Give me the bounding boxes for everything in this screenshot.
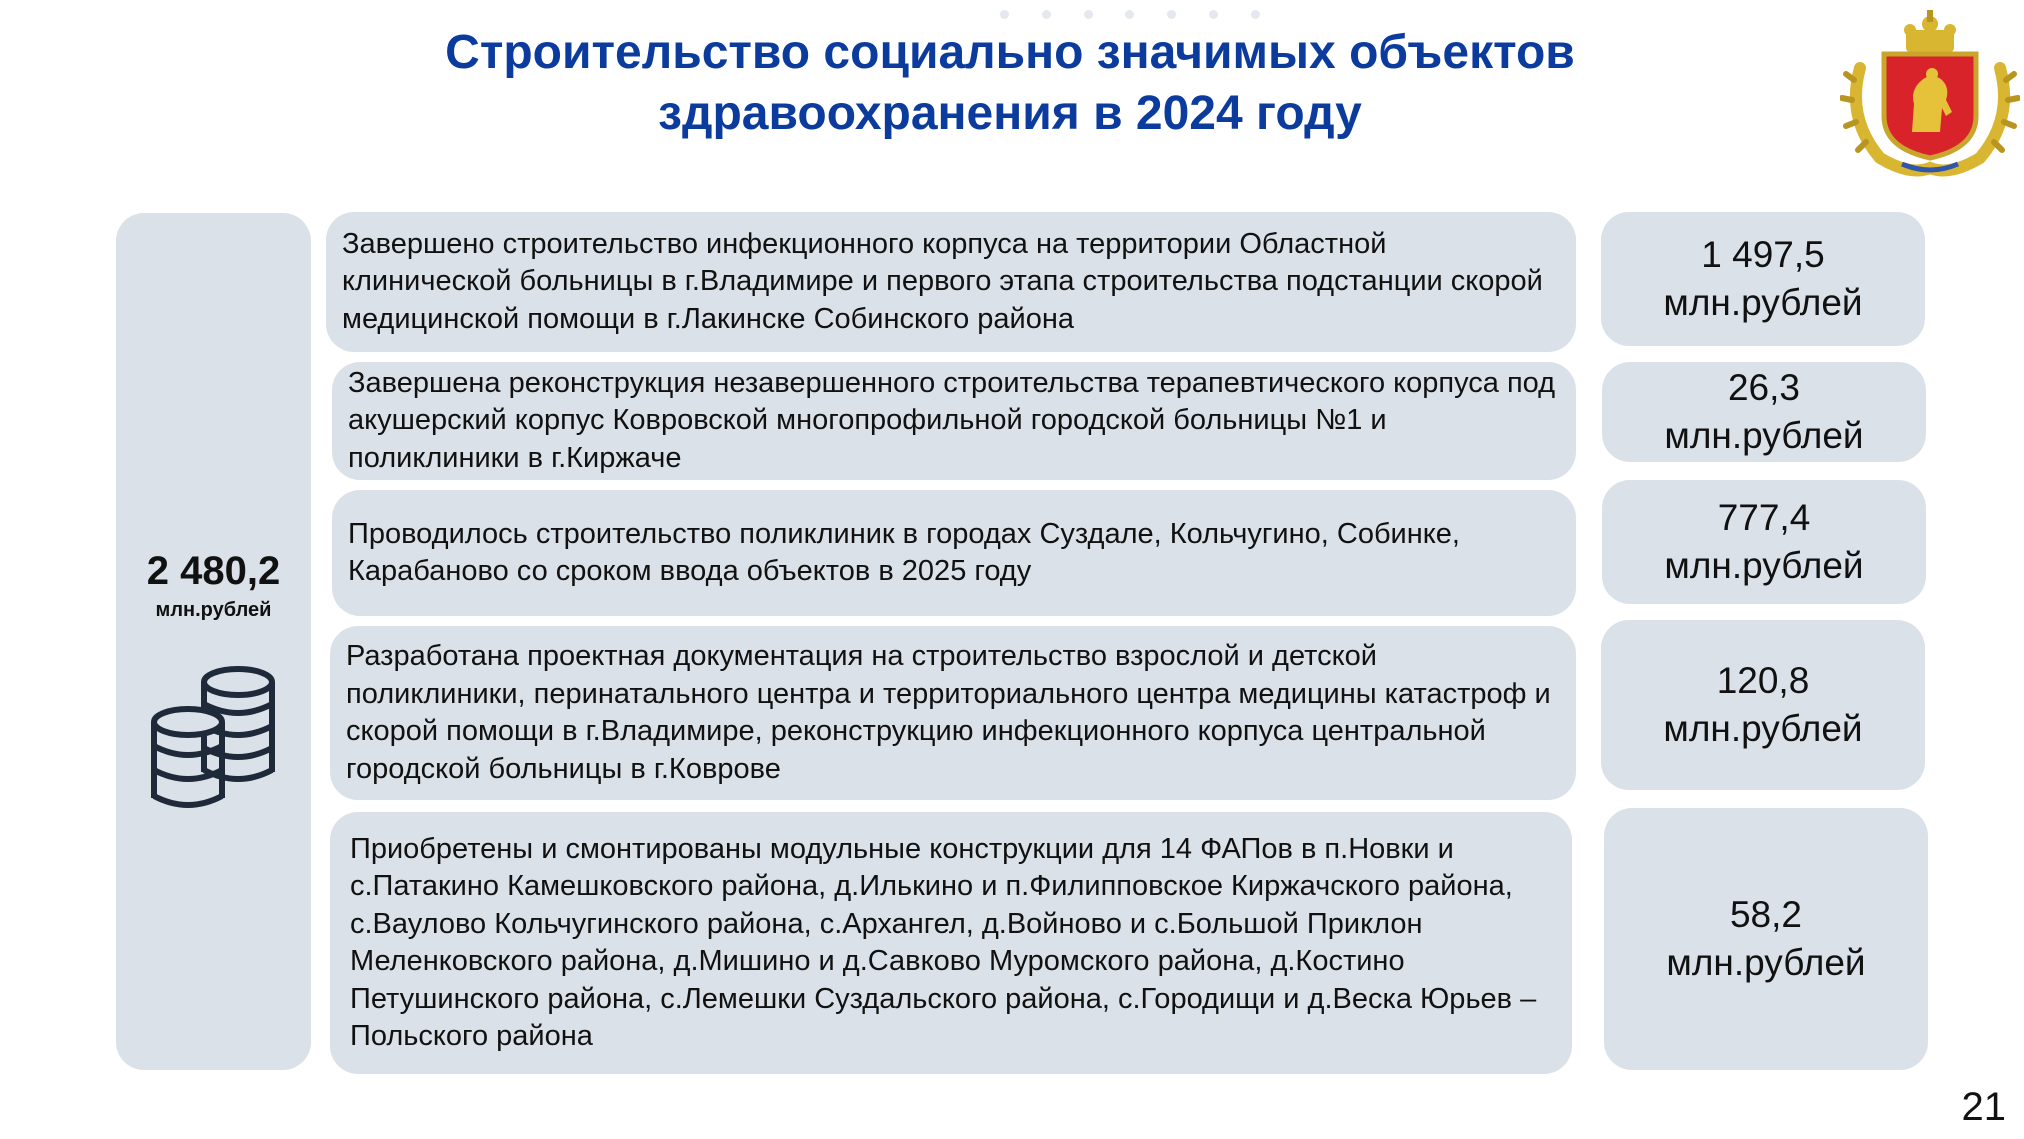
- item-description-3: [332, 490, 1576, 616]
- item-description-1: [326, 212, 1576, 352]
- item-amount-3-unit: млн.рублей: [1664, 545, 1864, 586]
- total-unit: млн.рублей: [155, 599, 272, 621]
- item-amount-3-value: 777,4: [1717, 497, 1811, 538]
- total-panel: [116, 213, 311, 1070]
- page-title-line-2: здравоохранения в 2024 году: [658, 87, 1362, 140]
- item-description-4-text: Разработана проектная документация на строительство взрослой и детской поликлиники, перинатального центра и территориального центра медицины катастроф и скорой помощи в г.Владимире, реконструкцию инфекционного корпуса центральной городской больницы в г.Коврове: [346, 640, 1551, 785]
- item-amount-2-value: 26,3: [1727, 367, 1800, 408]
- item-amount-2-unit: млн.рублей: [1664, 415, 1864, 456]
- page-title-line-1: Строительство социально значимых объектов: [445, 26, 1575, 79]
- item-amount-4: [1601, 620, 1925, 790]
- item-amount-1: [1601, 212, 1925, 346]
- item-amount-5: [1604, 808, 1928, 1070]
- item-amount-5-value: 58,2: [1729, 894, 1802, 935]
- item-amount-1-unit: млн.рублей: [1663, 282, 1863, 323]
- item-amount-3: [1602, 480, 1926, 604]
- page-title: [350, 22, 1670, 144]
- page-number: 21: [1961, 1085, 2006, 1129]
- total-amount: [116, 545, 311, 623]
- item-amount-1-value: 1 497,5: [1701, 234, 1825, 275]
- item-description-5: [330, 812, 1572, 1074]
- item-description-2-text: Завершена реконструкция незавершенного строительства терапевтического корпуса под акушерский корпус Ковровской многопрофильной городской больницы №1 и поликлиники в г.Киржаче: [348, 366, 1556, 474]
- item-description-5-text: Приобретены и смонтированы модульные конструкции для 14 ФАПов в п.Новки и с.Патакино Камешковского района, д.Илькино и п.Филипповское Киржачского района, с.Ваулово Кольчугинского района, с.Архангел, д.Войново и с.Большой Приклон Меленковского района, д.Мишино и д.Савково Муромского района, д.Костино Петушинского района, с.Лемешки Суздальского района, с.Городищи и д.Веска Юрьев – Польского района: [350, 832, 1537, 1052]
- coin-stacks-icon: [148, 662, 278, 814]
- item-description-1-text: Завершено строительство инфекционного корпуса на территории Областной клинической больницы в г.Владимире и первого этапа строительства подстанции скорой медицинской помощи в г.Лакинске Собинского района: [342, 227, 1543, 335]
- total-value: 2 480,2: [146, 549, 281, 593]
- item-amount-2: [1602, 362, 1926, 462]
- item-description-4: [330, 626, 1576, 800]
- slide-dots-decoration: [1000, 10, 1260, 22]
- item-description-3-text: Проводилось строительство поликлиник в городах Суздале, Кольчугино, Собинке, Карабаново со сроком ввода объектов в 2025 году: [348, 517, 1460, 587]
- coat-of-arms-icon: [1840, 8, 2020, 180]
- item-amount-4-value: 120,8: [1716, 660, 1810, 701]
- item-amount-5-unit: млн.рублей: [1666, 942, 1866, 983]
- item-amount-4-unit: млн.рублей: [1663, 708, 1863, 749]
- item-description-2: [332, 362, 1576, 480]
